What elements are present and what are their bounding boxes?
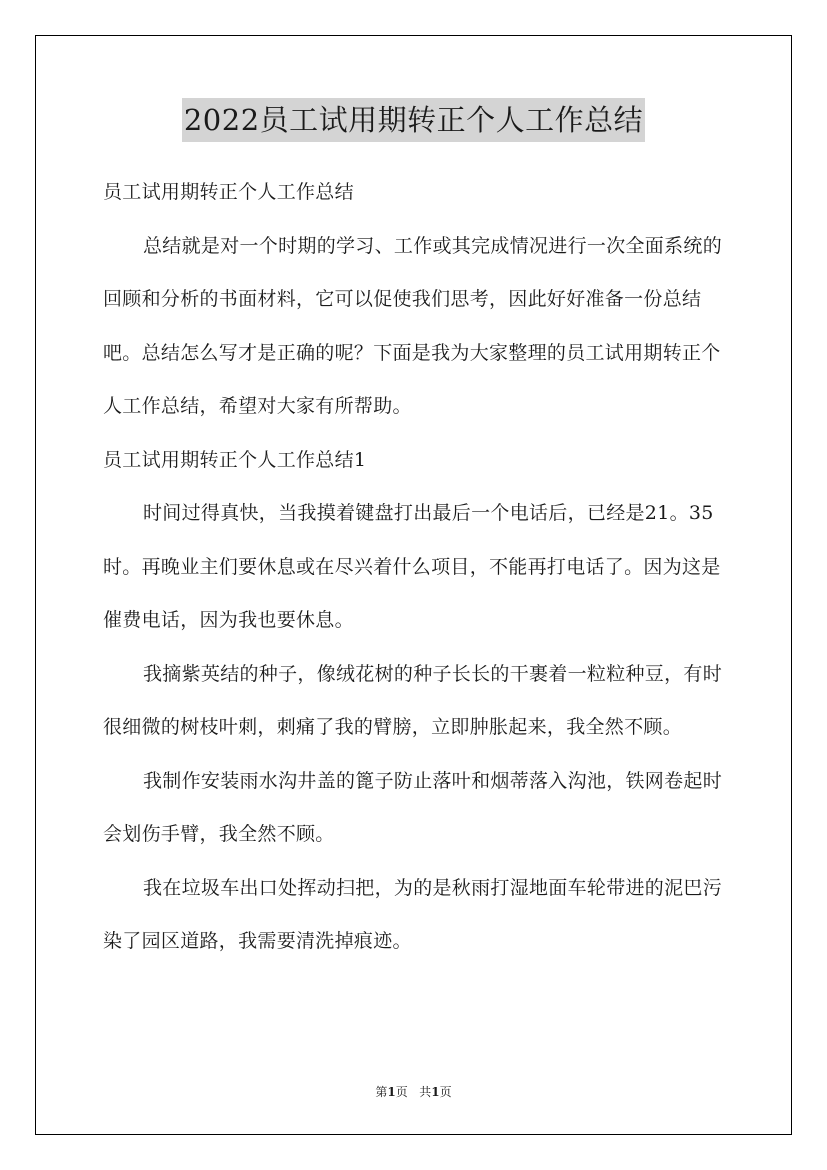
- paragraph: 员工试用期转正个人工作总结1: [103, 448, 367, 471]
- page-footer: [0, 1083, 827, 1101]
- page-number: 第1页: [375, 1085, 408, 1099]
- title-container: [0, 98, 827, 142]
- paragraph: 我制作安装雨水沟井盖的篦子防止落叶和烟蒂落入沟池，铁网卷起时会划伤手臂，我全然不顾。: [103, 769, 723, 845]
- paragraph: 我在垃圾车出口处挥动扫把，为的是秋雨打湿地面车轮带进的泥巴污染了园区道路，我需要清洗掉痕迹。: [103, 876, 723, 952]
- document-title: 2022员工试用期转正个人工作总结: [182, 98, 645, 142]
- paragraph: 总结就是对一个时期的学习、工作或其完成情况进行一次全面系统的回顾和分析的书面材料，它可以促使我们思考，因此好好准备一份总结吧。总结怎么写才是正确的呢？下面是我为大家整理的员工试用期转正个人工作总结，希望对大家有所帮助。: [103, 234, 723, 417]
- page-total: 共1页: [419, 1085, 452, 1099]
- document-body: [103, 166, 733, 969]
- paragraph: 时间过得真快，当我摸着键盘打出最后一个电话后，已经是21。35时。再晚业主们要休息或在尽兴着什么项目，不能再打电话了。因为这是催费电话，因为我也要休息。: [103, 502, 721, 631]
- paragraph: 我摘紫英结的种子，像绒花树的种子长长的干裹着一粒粒种豆，有时很细微的树枝叶刺，刺痛了我的臂膀，立即肿胀起来，我全然不顾。: [103, 662, 723, 738]
- paragraph: 员工试用期转正个人工作总结: [103, 181, 354, 203]
